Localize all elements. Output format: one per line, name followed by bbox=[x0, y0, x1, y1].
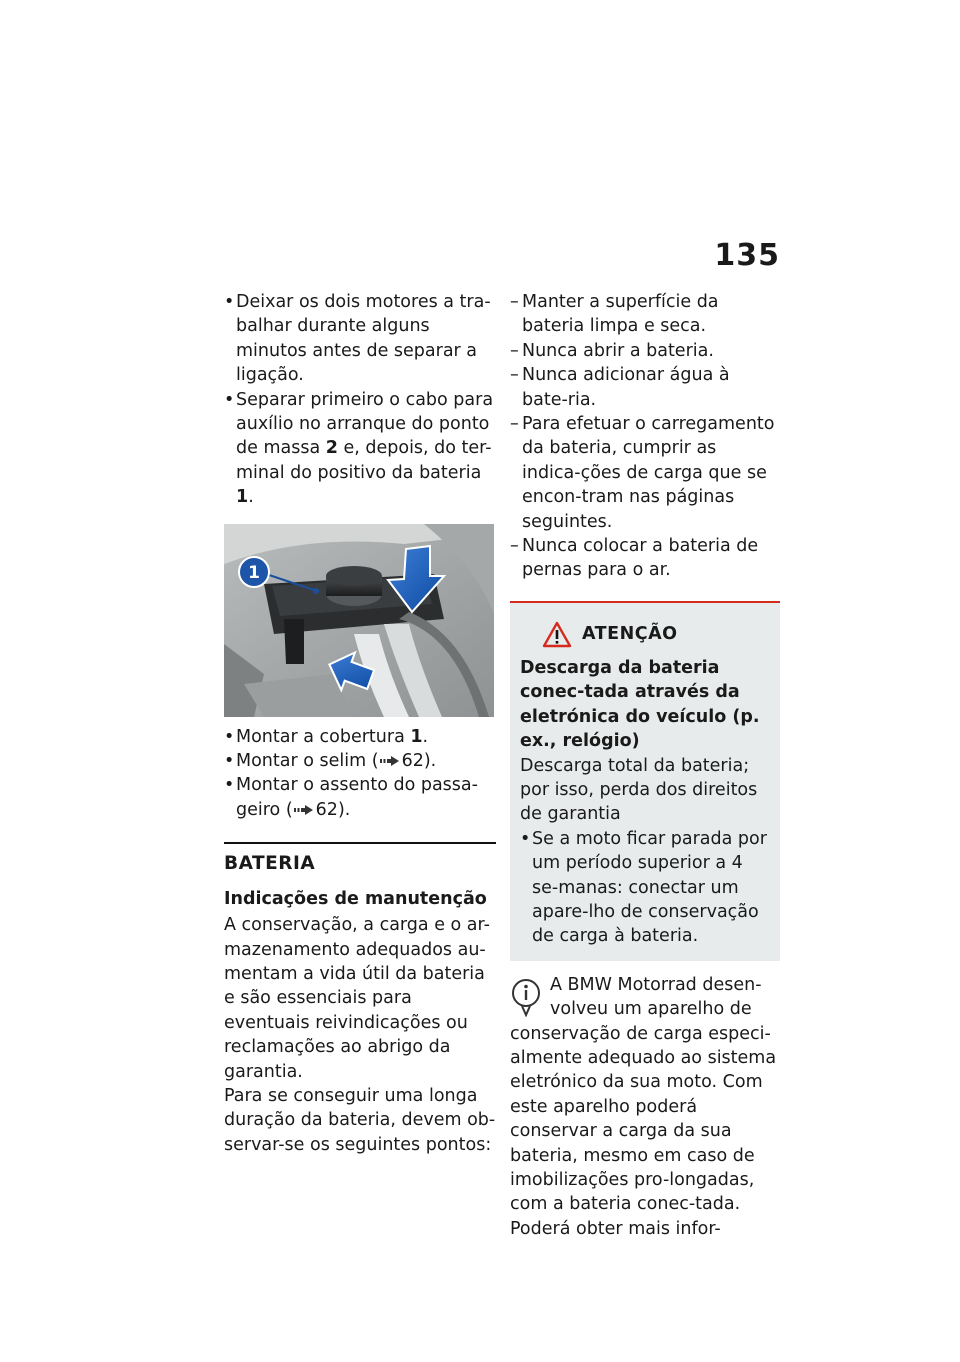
page-reference-number[interactable]: 62 bbox=[401, 751, 424, 772]
warning-box bbox=[510, 601, 780, 961]
list-item: – Para efetuar o carregamento da bateria, cumprir as indica-ções de carga que se encon-tram nas páginas seguintes. bbox=[510, 412, 780, 534]
section-divider bbox=[224, 842, 496, 844]
page-reference-arrow-icon bbox=[380, 755, 400, 767]
page-reference-number[interactable]: 62 bbox=[315, 799, 338, 820]
instruction-list-bottom bbox=[224, 725, 496, 823]
list-item: – Nunca abrir a bateria. bbox=[510, 339, 780, 363]
info-text-first: A BMW Motorrad desen-volveu um aparelho de bbox=[550, 974, 762, 1020]
list-item: – Manter a superfície da bateria limpa e seca. bbox=[510, 290, 780, 339]
list-item: • Deixar os dois motores a tra-balhar durante alguns minutos antes de separar a ligação. bbox=[224, 290, 496, 388]
ref-number: 2 bbox=[325, 438, 338, 459]
info-text: conservação de carga especi-almente adequado ao sistema eletrónico da sua moto. Com este aparelho poderá conservar a carga da sua bateria, mesmo em caso de imobilizações pro-longadas, com a bateria conec-tada. Poderá obter mais infor- bbox=[510, 1023, 777, 1239]
warning-list bbox=[520, 827, 772, 949]
list-item: – Nunca colocar a bateria de pernas para o ar. bbox=[510, 534, 780, 583]
list-item-text: Separar primeiro o cabo para auxílio no arranque do ponto de massa bbox=[236, 389, 494, 459]
list-item: – Nunca adicionar água à bate-ria. bbox=[510, 363, 780, 412]
list-item bbox=[224, 388, 496, 510]
warning-title: ATENÇÃO bbox=[582, 624, 678, 645]
list-item-text: . bbox=[422, 726, 429, 747]
battery-care-list bbox=[510, 290, 780, 583]
section-title: BATERIA bbox=[224, 853, 316, 875]
list-item bbox=[224, 725, 496, 749]
list-item-text: . bbox=[248, 487, 254, 508]
ref-number: 1 bbox=[410, 726, 423, 747]
list-item-text: Montar o assento do passa-geiro ( bbox=[236, 775, 478, 820]
paragraph: Para se conseguir uma longa duração da bateria, devem ob-servar-se os seguintes pontos: bbox=[224, 1085, 496, 1155]
list-item-text: e, depois, do ter-minal do positivo da bateria bbox=[236, 438, 492, 483]
ref-number: 1 bbox=[236, 487, 249, 508]
left-column bbox=[224, 290, 496, 1157]
page-reference-arrow-icon bbox=[294, 804, 314, 816]
battery-terminal-photo bbox=[224, 524, 494, 717]
info-block bbox=[510, 973, 780, 1241]
info-icon bbox=[510, 977, 542, 1017]
page-number: 135 bbox=[714, 238, 780, 273]
list-item: • Se a moto ficar parada por um período superior a 4 se-manas: conectar um apare-lho de conservação de carga à bateria. bbox=[520, 827, 772, 949]
list-item bbox=[224, 773, 496, 822]
list-item-text: Montar a cobertura bbox=[236, 726, 411, 747]
list-item-text: ). bbox=[423, 751, 437, 772]
right-column bbox=[510, 290, 780, 1241]
warning-text: Descarga total da bateria; por isso, perda dos direitos de garantia bbox=[520, 755, 758, 825]
warning-heading: Descarga da bateria conec-tada através da eletrónica do veículo (p. ex., relógio) bbox=[520, 657, 760, 752]
warning-header bbox=[520, 621, 772, 648]
list-item-text: Montar o selim ( bbox=[236, 751, 379, 772]
list-item bbox=[224, 749, 496, 773]
instruction-list-top bbox=[224, 290, 496, 510]
figure-callout-label: 1 bbox=[248, 562, 260, 583]
warning-triangle-icon bbox=[542, 621, 572, 648]
list-item-text: ). bbox=[337, 799, 351, 820]
subsection-title: Indicações de manutenção bbox=[224, 888, 487, 909]
paragraph: A conservação, a carga e o ar-mazenamento adequados au-mentam a vida útil da bateria e são essenciais para eventuais reivindicações ou reclamações ao abrigo da garantia. bbox=[224, 915, 490, 1082]
